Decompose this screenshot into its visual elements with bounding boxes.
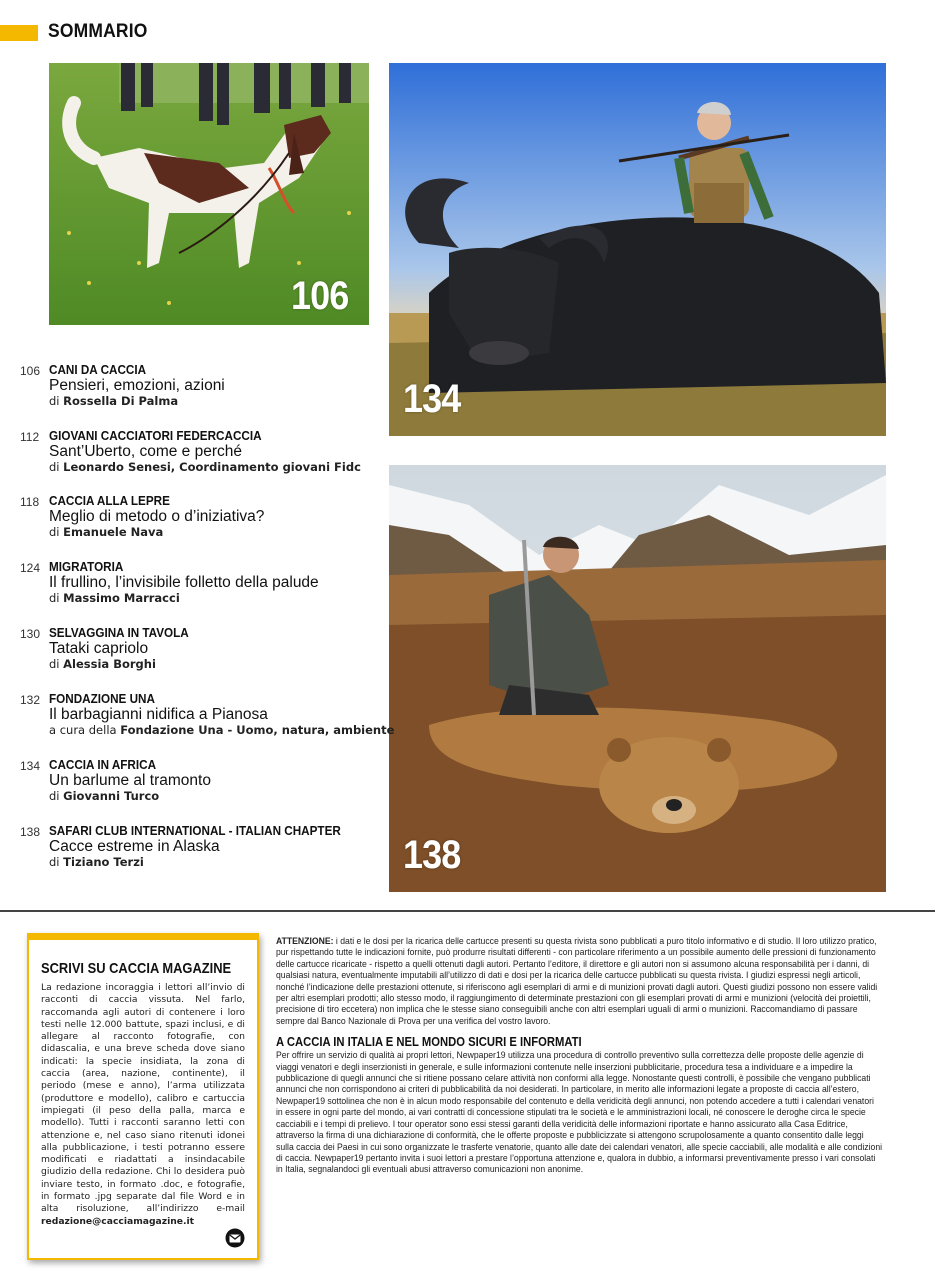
toc-title: Meglio di metodo o d’iniziativa?	[49, 508, 265, 525]
toc-author-prefix: di	[49, 525, 60, 539]
toc-author: Fondazione Una - Uomo, natura, ambiente	[120, 723, 395, 737]
write-to-us-box	[27, 933, 259, 1260]
info-text: Per offrire un servizio di qualità ai propri lettori, Newpaper19 utilizza una procedura di controllo preventivo sulla correttezza delle proposte delle agenzie di viaggi venatori e degli inserzionisti in generale, e sulle informazioni contenute nelle inserzioni pubblicitarie, procedura tesa a individuare e a impedire la pubblicazione di quegli annunci che si ritiene possano celare attività non conformi alla legge. Nonostante questi controlli, è possibile che vengano pubblicati annunci che non corrispondono ai criteri di pubblicabilità da noi desiderati. In particolare, in merito alle informazioni legate a proposte di caccia all’estero, Newpaper19 sottolinea che non è in alcun modo responsabile del contenuto e della veridicità degli annunci, non potendo accedere a tutti i calendari venatori in essere in ogni parte del mondo, ai vari contratti di concessione stipulati tra le società e le amministrazioni locali, né conoscere le deroghe circa le specie cacciabili e i tempi di prelievo. I tour operator sono essi stessi garanti della veridicità delle informazioni riportate e hanno assicurato alla Casa Editrice, attraverso la firma di una dichiarazione di conformità, che le offerte proposte e pubblicizzate si attengono scrupolosamente a quanto consentito dalle leggi sulla caccia dei Paesi in cui sono organizzate le trasferte venatorie, quanto alle date dei calendari venatori, alle specie cacciabili, alle modalità e alle condizioni di caccia. Newpaper19 pertanto invita i suoi lettori a prestare l’opportuna attenzione e, qualora in dubbio, a informarsi preventivamente presso i vari consolati in Italia, segnalandoci gli eventuali abusi attraverso comunicazioni non anonime.	[276, 1050, 883, 1175]
toc-author-prefix: di	[49, 657, 60, 671]
toc-section: SELVAGGINA IN TAVOLA	[49, 625, 189, 640]
toc-author-prefix: a cura della	[49, 723, 117, 737]
toc-page-number: 106	[20, 364, 41, 378]
toc-section: GIOVANI CACCIATORI FEDERCACCIA	[49, 428, 262, 443]
bear-illustration	[389, 465, 886, 892]
toc-page-number: 130	[20, 627, 41, 641]
toc-author-line	[49, 723, 395, 738]
toc-author-prefix: di	[49, 789, 60, 803]
buffalo-photo[interactable]	[389, 63, 886, 436]
toc-author-line	[49, 460, 389, 475]
bear-photo[interactable]	[389, 465, 886, 892]
toc-title: Pensieri, emozioni, azioni	[49, 377, 225, 394]
dog-photo-page-number: 106	[291, 274, 349, 318]
toc-author: Giovanni Turco	[63, 789, 160, 803]
buffalo-photo-page-number: 134	[403, 377, 461, 421]
disclaimer-notes	[276, 936, 882, 1176]
toc-section: CACCIA ALLA LEPRE	[49, 493, 170, 508]
toc-author: Massimo Marracci	[63, 591, 180, 605]
toc-author-line	[49, 855, 389, 870]
dog-photo[interactable]	[49, 63, 369, 325]
toc-section: FONDAZIONE UNA	[49, 691, 155, 706]
reloading-notice	[276, 936, 882, 1027]
write-box-body	[41, 982, 245, 1228]
info-heading: A CACCIA IN ITALIA E NEL MONDO SICURI E INFORMATI	[276, 1035, 582, 1050]
toc-author: Tiziano Terzi	[63, 855, 144, 869]
toc-author-prefix: di	[49, 460, 60, 474]
toc-section: MIGRATORIA	[49, 559, 124, 574]
toc-section: SAFARI CLUB INTERNATIONAL - ITALIAN CHAPTER	[49, 823, 341, 838]
write-box-email-link[interactable]: redazione@cacciamagazine.it	[41, 1215, 195, 1227]
notice-lead: ATTENZIONE:	[276, 936, 334, 946]
toc-title: Un barlume al tramonto	[49, 772, 211, 789]
toc-section: CACCIA IN AFRICA	[49, 757, 157, 772]
toc-author: Rossella Di Palma	[63, 394, 179, 408]
toc-title: Il barbagianni nidifica a Pianosa	[49, 706, 268, 723]
toc-author-line	[49, 789, 389, 804]
toc-author-prefix: di	[49, 591, 60, 605]
toc-author-line	[49, 591, 389, 606]
toc-title: Tataki capriolo	[49, 640, 149, 657]
toc-title: Il frullino, l’invisibile folletto della palude	[49, 574, 319, 591]
toc-author: Alessia Borghi	[63, 657, 156, 671]
envelope-icon[interactable]	[225, 1228, 245, 1248]
toc-author: Emanuele Nava	[63, 525, 164, 539]
write-box-text: La redazione incoraggia i lettori all’invio di racconti di caccia vissuta. Nel farlo, raccomanda agli autori di contenere i loro testi nelle 12.000 battute, spazi inclusi, e di allegare al racconto fotografie, con didascalia, e una breve scheda dove siano indicati: la specie insidiata, la zona di caccia (area, nazione, continente), il periodo (mese e anno), l’arma utilizzata (produttore e modello), calibro e cartuccia impiegati (il peso della palla, marca e modello). Tutti i racconti saranno letti con attenzione e, nel caso siano ritenuti idonei alla pubblicazione, i testi potranno essere modificati e riadattati a insindacabile giudizio della redazione. Chi lo desidera può inviare testo, in formato .doc, e fotografie, in formato .jpg separate dal file Word e in alta risoluzione, all’indirizzo e-mail	[41, 982, 245, 1215]
toc-page-number: 134	[20, 759, 41, 773]
toc-author-line	[49, 394, 389, 409]
toc-title: Cacce estreme in Alaska	[49, 838, 220, 855]
toc-author-prefix: di	[49, 394, 60, 408]
toc-section: CANI DA CACCIA	[49, 362, 147, 377]
toc-title: Sant’Uberto, come e perché	[49, 443, 242, 460]
bear-photo-page-number: 138	[403, 833, 461, 877]
toc-page-number: 138	[20, 825, 41, 839]
toc-author: Leonardo Senesi, Coordinamento giovani Fidc	[63, 460, 361, 474]
toc-page-number: 118	[20, 495, 40, 509]
write-box-title: SCRIVI SU CACCIA MAGAZINE	[41, 960, 232, 977]
buffalo-illustration	[389, 63, 886, 436]
header-accent-bar	[0, 25, 38, 41]
toc-author-line	[49, 525, 389, 540]
toc-author-line	[49, 657, 389, 672]
notice-text: i dati e le dosi per la ricarica delle cartucce presenti su questa rivista sono pubblicati a puro titolo informativo e di studio. Il loro utilizzo pratico, pur rispettando tutte le indicazioni fornite, può produrre risultati differenti - con particolare riferimento a un possibile aumento delle pressioni di funzionamento delle cartucce ricaricate - rispetto a quelli ottenuti dagli autori. Pertanto l’editore, il direttore e gli autori non si assumono alcuna responsabilità per i danni, di qualsiasi natura, eventualmente imputabili all’utilizzo di dati e dosi per la ricarica delle cartucce pubblicati su questa rivista. I giudizi espressi negli articoli, nonché l’indicazione delle prestazioni ottenute, si riferiscono agli esemplari di armi e di munizioni provati dagli autori. Questi giudizi possono non essere validi per altri esemplari prodotti; allo stesso modo, il raggiungimento di determinate prestazioni con gli esemplari provati di armi e munizioni (velocità dei proiettili, precisione di tiro eccetera) non implica che le stesse siano conseguibili anche con altri esemplari uguali di armi o munizioni. Raccomandiamo di passare sempre dal Banco Nazionale di Prova per una verifica del vostro lavoro.	[276, 936, 878, 1026]
toc-page-number: 124	[20, 561, 41, 575]
page-title: SOMMARIO	[48, 21, 148, 42]
section-divider	[0, 910, 935, 912]
toc-author-prefix: di	[49, 855, 60, 869]
toc-page-number: 132	[20, 693, 41, 707]
toc-page-number: 112	[20, 430, 40, 444]
